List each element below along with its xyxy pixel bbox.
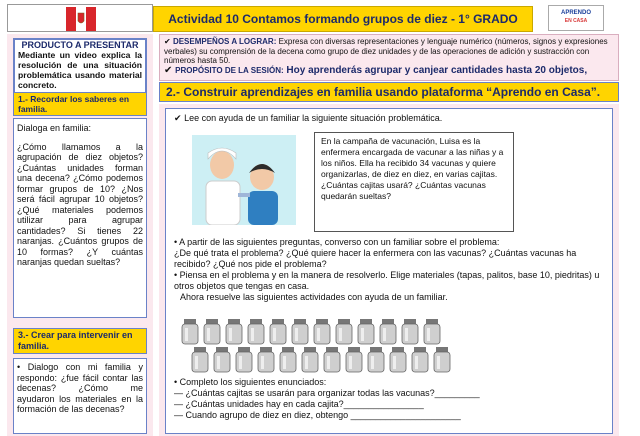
vaccine-jar-icon <box>202 319 222 345</box>
vaccine-jar-icon <box>410 347 430 373</box>
producto-title: PRODUCTO A PRESENTAR <box>21 40 139 50</box>
bullet1-text: • A partir de las siguientes preguntas, converso con un familiar sobre el problema: <box>174 237 500 247</box>
vaccine-jar-icon <box>190 347 210 373</box>
section1-label-wrap <box>13 92 147 116</box>
vaccine-jar-icon <box>212 347 232 373</box>
story-box: En la campaña de vacunación, Luisa es la enfermera encargada de vacunar a las niñas y a los niños. Ella ha recibido 34 vacunas y quiere organizarlas, de diez en diez, en varias cajitas. ¿Cuántas cajitas usará? ¿Cuántas vacunas quedarán sueltas? <box>314 132 514 232</box>
questions-text: ¿De qué trata el problema? ¿Qué quiere hacer la enfermera con las vacunas? ¿Cuántas vacunas ha recibido? ¿Qué nos pide el problema? <box>174 248 577 269</box>
proposito-label: PROPÓSITO DE LA SESIÓN: <box>175 65 284 75</box>
school-logo-box <box>7 4 153 32</box>
intro-line <box>174 113 442 124</box>
aprendo-logo-sub: EN CASA <box>564 18 588 24</box>
vaccine-jar-icon <box>334 319 354 345</box>
peru-crest-icon <box>66 7 96 31</box>
vaccine-jar-icon <box>400 319 420 345</box>
vaccine-jar-icon <box>246 319 266 345</box>
producto-text: Mediante un video explica la resolución de una situación problemática usando material concreto. <box>18 50 142 90</box>
vaccine-jars-row <box>180 319 460 375</box>
objectives-box <box>159 34 619 81</box>
activity-title: Actividad 10 Contamos formando grupos de diez - 1° GRADO <box>153 6 533 32</box>
complete-block <box>174 377 610 421</box>
bullet3-text: Ahora resuelve las siguientes actividades con ayuda de un familiar. <box>180 292 448 302</box>
main-section <box>159 104 619 436</box>
vaccine-jar-icon <box>378 319 398 345</box>
checkmark-icon: ✔ <box>174 113 182 123</box>
complete-label: • Completo los siguientes enunciados: <box>174 377 327 387</box>
aprendo-en-casa-logo <box>548 5 604 31</box>
dialogue-text: ¿Cómo llamamos a la agrupación de diez objetos? ¿Cuántas unidades forman una decena? ¿Cómo podemos formar grupos de 10? ¿Nos será fácil agrupar 10 objetos? ¿Qué materiales podemos utilizar para agrupar cantidades? Si tienes 22 naranjas. ¿Cuántos grupos de 10 formas? ¿Y cuántas naranjas quedan sueltas? <box>17 141 143 267</box>
vaccine-jar-icon <box>388 347 408 373</box>
section3-label: 3.- Crear para intervenir en familia. <box>13 328 147 354</box>
vaccine-jar-icon <box>344 347 364 373</box>
vaccine-jar-icon <box>322 347 342 373</box>
main-inner-box <box>165 108 613 434</box>
dialogue2-box <box>13 358 147 434</box>
vaccine-jar-icon <box>422 319 442 345</box>
vaccine-jar-icon <box>432 347 452 373</box>
vaccine-jar-icon <box>300 347 320 373</box>
section2-title: 2.- Construir aprendizajes en familia usando plataforma “Aprendo en Casa”. <box>159 82 619 102</box>
vaccine-jar-icon <box>366 347 386 373</box>
proposito-text: Hoy aprenderás agrupar y canjear cantidades hasta 20 objetos, <box>286 64 588 76</box>
fill-line-3: — Cuando agrupo de diez en diez, obtengo ______________________ <box>174 410 461 420</box>
vaccine-jar-icon <box>180 319 200 345</box>
vaccine-jar-icon <box>312 319 332 345</box>
dialogue-title: Dialoga en familia: <box>17 123 92 133</box>
vaccine-jar-icon <box>268 319 288 345</box>
nurse-vaccination-illustration <box>192 135 296 225</box>
checkmark-icon: ✔ <box>164 64 173 76</box>
desempenos-text: Expresa con diversas representaciones y lenguaje numérico (números, signos y expresiones verbales) su comprensión de la decena como grupo de diez unidades y de las operaciones de adición y sustracción con números hasta 50. <box>164 37 608 65</box>
section1-label: 1.- Recordar los saberes en familia. <box>13 92 147 116</box>
bullet1-block <box>174 237 610 303</box>
fill-line-1: — ¿Cuántas cajitas se usarán para organizar todas las vacunas?_________ <box>174 388 480 398</box>
vaccine-jar-icon <box>256 347 276 373</box>
vaccine-jar-icon <box>356 319 376 345</box>
producto-box <box>13 38 147 94</box>
proposito-line <box>164 66 614 76</box>
checkmark-icon: ✔ <box>164 37 171 46</box>
dialogue2-text: • Dialogo con mi familia y respondo: ¿fue fácil contar las decenas? ¿Cómo me ayudaron los materiales en la formación de las decenas? <box>17 362 143 414</box>
dialogue-box <box>13 118 147 318</box>
left-column <box>7 34 153 436</box>
section3-label-wrap <box>13 328 147 354</box>
fill-line-2: — ¿Cuántas unidades hay en cada cajita?________________ <box>174 399 424 409</box>
vaccine-jar-icon <box>234 347 254 373</box>
bullet2-text: • Piensa en el problema y en la manera de resolverlo. Elige materiales (tapas, palitos, base 10, piedritas) u otros objetos que tengas en casa. <box>174 270 600 291</box>
desempenos-line <box>164 37 614 66</box>
vaccine-jar-icon <box>290 319 310 345</box>
vaccine-jar-icon <box>278 347 298 373</box>
intro-text: Lee con ayuda de un familiar la siguiente situación problemática. <box>184 113 443 123</box>
aprendo-logo-text: APRENDO <box>560 10 591 16</box>
vaccine-jar-icon <box>224 319 244 345</box>
desempenos-label: DESEMPEÑOS A LOGRAR: <box>172 37 277 46</box>
